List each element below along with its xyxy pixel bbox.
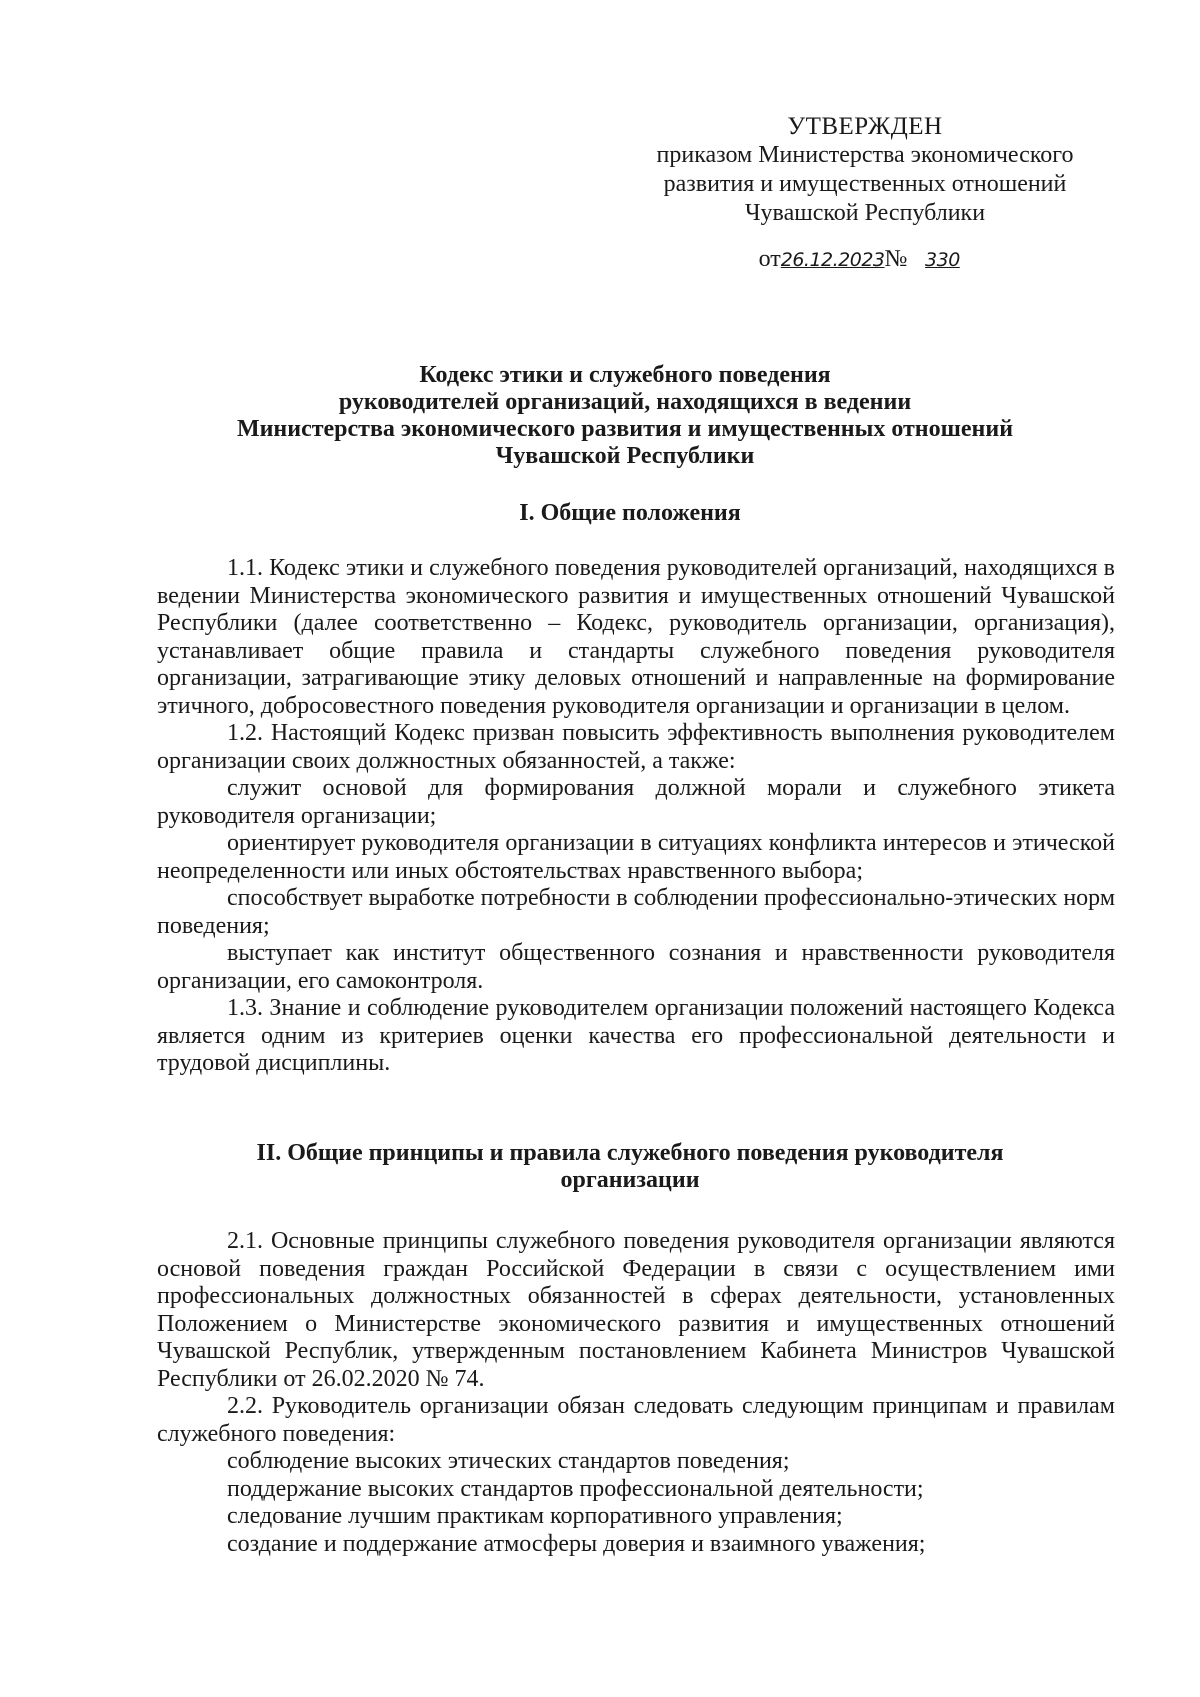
title-line-3: Министерства экономического развития и имущественных отношений	[236, 416, 1014, 442]
list-item: создание и поддержание атмосферы доверия и взаимного уважения;	[227, 1530, 926, 1557]
section-2-heading	[150, 1140, 1110, 1194]
from-label: от	[758, 246, 781, 272]
list-item: ориентирует руководителя организации в ситуациях конфликта интересов и этической неопределенности или иных обстоятельствах нравственного выбора;	[157, 830, 1115, 884]
paragraph-2-1: 2.1. Основные принципы служебного поведения руководителя организации являются основой поведения граждан Российской Федерации в связи с осуществлением ими профессиональных должностных обязанностей в сферах деятельности, установленных Положением о Министерстве экономического развития и имущественных отношений Чувашской Республик, утвержденным постановлением Кабинета Министров Чувашской Республики от 26.02.2020 № 74.	[157, 1228, 1115, 1392]
section-1-body	[157, 555, 1115, 1078]
section-2-heading-line-2: организации	[560, 1167, 700, 1193]
title-line-2: руководителей организаций, находящихся в ведении	[338, 389, 912, 415]
list-item: поддержание высоких стандартов профессиональной деятельности;	[227, 1475, 924, 1502]
approval-line-3: Чувашской Республики	[744, 200, 986, 226]
order-number: 330	[925, 249, 960, 271]
list-item: соблюдение высоких этических стандартов поведения;	[227, 1448, 790, 1474]
list-item: способствует выработке потребности в соблюдении профессионально-этических норм поведения;	[157, 885, 1115, 939]
section-1-heading: I. Общие положения	[519, 500, 741, 526]
section-2-heading-line-1: II. Общие принципы и правила служебного поведения руководителя	[256, 1140, 1004, 1166]
approval-line-2: развития и имущественных отношений	[663, 171, 1067, 197]
paragraph-1-1: 1.1. Кодекс этики и служебного поведения руководителей организаций, находящихся в ведении Министерства экономического развития и имущественных отношений Чувашской Республики (далее соответственно – Кодекс, руководитель организации, организация), устанавливает общие правила и стандарты служебного поведения руководителя организации, затрагивающие этику деловых отношений и направленные на формирование этичного, добросовестного поведения руководителя организации и организации в целом.	[157, 555, 1115, 719]
list-item: выступает как институт общественного сознания и нравственности руководителя организации, его самоконтроля.	[157, 940, 1115, 994]
approval-heading: УТВЕРЖДЕН	[787, 113, 943, 140]
order-date: 26.12.2023	[780, 249, 885, 271]
list-item: следование лучшим практикам корпоративного управления;	[227, 1503, 843, 1529]
document-title	[130, 362, 1120, 470]
title-line-1: Кодекс этики и служебного поведения	[419, 362, 831, 388]
approval-block	[615, 112, 1115, 275]
section-2-body	[157, 1228, 1115, 1558]
list-item: служит основой для формирования должной морали и служебного этикета руководителя организации;	[157, 775, 1115, 829]
approval-line-1: приказом Министерства экономического	[656, 142, 1074, 168]
number-label: №	[884, 246, 908, 272]
paragraph-2-2: 2.2. Руководитель организации обязан следовать следующим принципам и правилам служебного поведения:	[157, 1393, 1115, 1447]
paragraph-1-2: 1.2. Настоящий Кодекс призван повысить эффективность выполнения руководителем организации своих должностных обязанностей, а также:	[157, 720, 1115, 774]
paragraph-1-3: 1.3. Знание и соблюдение руководителем организации положений настоящего Кодекса является одним из критериев оценки качества его профессиональной деятельности и трудовой дисциплины.	[157, 995, 1115, 1076]
title-line-4: Чувашской Республики	[495, 443, 755, 469]
order-date-number	[615, 245, 1115, 275]
